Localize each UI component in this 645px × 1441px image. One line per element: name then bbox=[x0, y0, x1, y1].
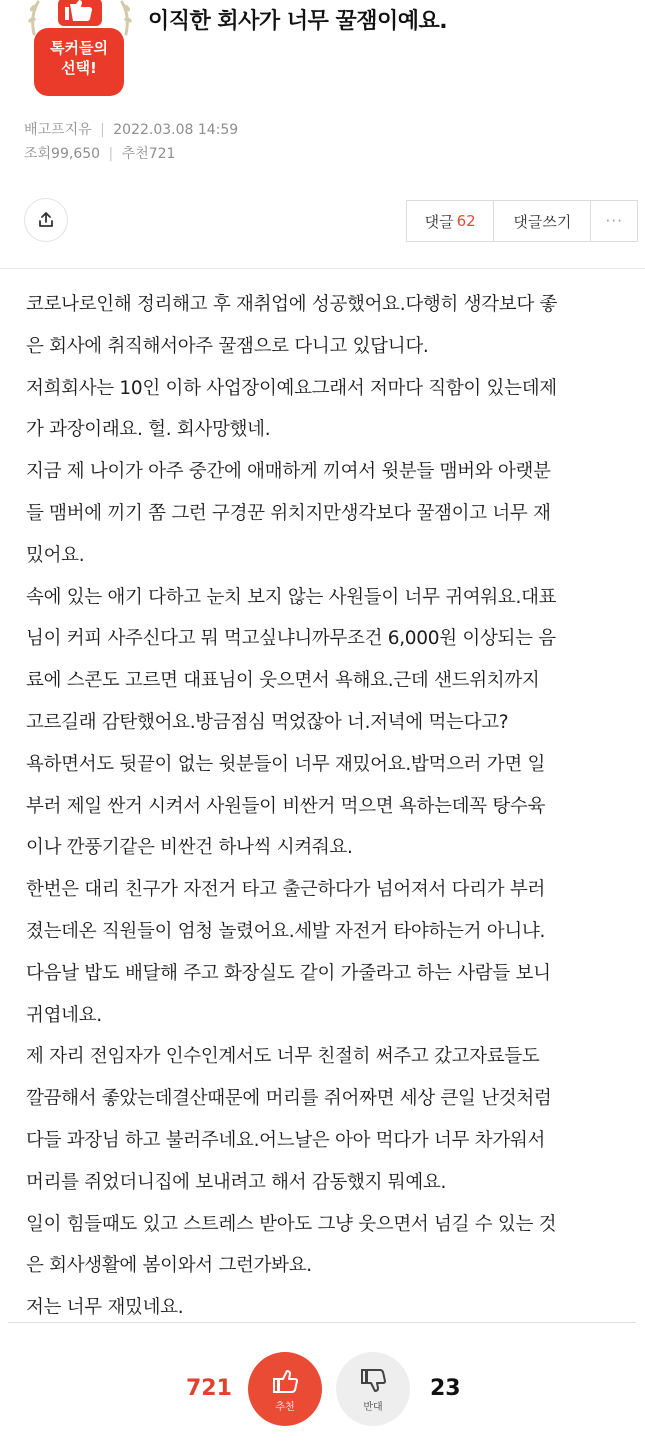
body-line: 가 과장이래요. 헐. 회사망했네. bbox=[26, 419, 271, 441]
body-line: 귀엽네요. bbox=[26, 1004, 102, 1026]
post-header bbox=[0, 0, 645, 110]
body-line: 일이 힘들때도 있고 스트레스 받아도 그냥 웃으면서 넘길 수 있는 것 bbox=[26, 1213, 557, 1235]
badge-line1: 톡커들의 bbox=[50, 39, 108, 57]
post-meta bbox=[24, 118, 238, 166]
badge-line2: 선택! bbox=[61, 59, 97, 77]
comment-count: 62 bbox=[456, 212, 476, 230]
divider bbox=[8, 1322, 636, 1323]
more-options-button[interactable]: ··· bbox=[605, 212, 623, 230]
write-comment-button[interactable]: 댓글쓰기 bbox=[494, 201, 591, 241]
share-button[interactable] bbox=[24, 198, 68, 242]
downvote-count: 23 bbox=[430, 1376, 461, 1401]
body-line: 고르길래 감탄했어요.방금점심 먹었잖아 너.저녁에 먹는다고? bbox=[26, 711, 509, 733]
upvote-label: 추천 bbox=[275, 1401, 295, 1413]
body-line: 들 맴버에 끼기 쫌 그런 구경꾼 위치지만생각보다 꿀잼이고 너무 재 bbox=[26, 502, 551, 524]
thumbs-up-icon bbox=[58, 0, 102, 26]
thumbs-up-icon bbox=[270, 1366, 300, 1396]
share-icon bbox=[37, 211, 55, 229]
body-line: 저는 너무 재밌네요. bbox=[26, 1297, 184, 1319]
comment-label: 댓글 bbox=[424, 212, 454, 231]
downvote-button[interactable] bbox=[336, 1352, 410, 1426]
body-line: 밌어요. bbox=[26, 544, 85, 566]
divider bbox=[0, 268, 645, 269]
upvote-count: 721 bbox=[186, 1376, 232, 1401]
body-line: 제 자리 전임자가 인수인계서도 너무 친절히 써주고 갔고자료들도 bbox=[26, 1046, 540, 1068]
body-line: 깔끔해서 좋았는데결산때문에 머리를 쥐어짜면 세상 큰일 난것처럼 bbox=[26, 1088, 552, 1110]
post-body bbox=[26, 284, 632, 1329]
comment-count-button[interactable] bbox=[407, 201, 494, 241]
tokker-choice-badge bbox=[24, 0, 136, 102]
thumbs-down-icon bbox=[358, 1366, 388, 1396]
badge-text bbox=[34, 38, 124, 78]
body-line: 한번은 대리 친구가 자전거 타고 출근하다가 넘어져서 다리가 부러 bbox=[26, 879, 546, 901]
body-line: 지금 제 나이가 아주 중간에 애매하게 끼여서 윗분들 맴버와 아랫분 bbox=[26, 461, 551, 483]
vote-section bbox=[0, 1348, 645, 1436]
body-line: 머리를 쥐었더니집에 보내려고 해서 감동했지 뭐예요. bbox=[26, 1171, 447, 1193]
author-name[interactable]: 배고프지유 bbox=[24, 122, 92, 138]
post-date: 2022.03.08 14:59 bbox=[113, 122, 239, 138]
body-line: 속에 있는 애기 다하고 눈치 보지 않는 사원들이 너무 귀여워요.대표 bbox=[26, 586, 557, 608]
meta-separator: | bbox=[108, 146, 114, 162]
body-line: 이나 깐풍기같은 비싼건 하나씩 시켜줘요. bbox=[26, 837, 353, 859]
body-line: 저희회사는 10인 이하 사업장이예요그래서 저마다 직함이 있는데제 bbox=[26, 377, 557, 399]
body-line: 욕하면서도 뒷끝이 없는 윗분들이 너무 재밌어요.밥먹으러 가면 일 bbox=[26, 753, 546, 775]
post-title: 이직한 회사가 너무 꿀잼이예요. bbox=[148, 9, 448, 34]
upvote-button[interactable] bbox=[248, 1352, 322, 1426]
body-line: 부러 제일 싼거 시켜서 사원들이 비싼거 먹으면 욕하는데꼭 탕수육 bbox=[26, 795, 546, 817]
body-line: 코로나로인해 정리해고 후 재취업에 성공했어요.다행히 생각보다 좋 bbox=[26, 294, 558, 315]
downvote-label: 반대 bbox=[363, 1401, 383, 1413]
body-line: 은 회사에 취직해서아주 꿀잼으로 다니고 있답니다. bbox=[26, 335, 429, 357]
comment-button-group bbox=[406, 200, 638, 242]
body-line: 졌는데온 직원들이 엄청 놀렸어요.세발 자전거 타야하는거 아니냐. bbox=[26, 920, 546, 942]
meta-separator: | bbox=[100, 122, 105, 138]
post-actions-bar bbox=[0, 192, 645, 252]
recommend-count: 추천721 bbox=[121, 146, 176, 162]
view-count: 조회99,650 bbox=[24, 146, 101, 162]
body-line: 은 회사생활에 봄이와서 그런가봐요. bbox=[26, 1255, 312, 1277]
body-line: 다들 과장님 하고 불러주네요.어느날은 아아 먹다가 너무 차가워서 bbox=[26, 1129, 546, 1151]
body-line: 료에 스콘도 고르면 대표님이 웃으면서 욕해요.근데 샌드위치까지 bbox=[26, 670, 540, 692]
body-line: 님이 커피 사주신다고 뭐 먹고싶냐니까무조건 6,000원 이상되는 음 bbox=[26, 628, 556, 650]
body-line: 다음날 밥도 배달해 주고 화장실도 같이 가줄라고 하는 사람들 보니 bbox=[26, 962, 551, 984]
